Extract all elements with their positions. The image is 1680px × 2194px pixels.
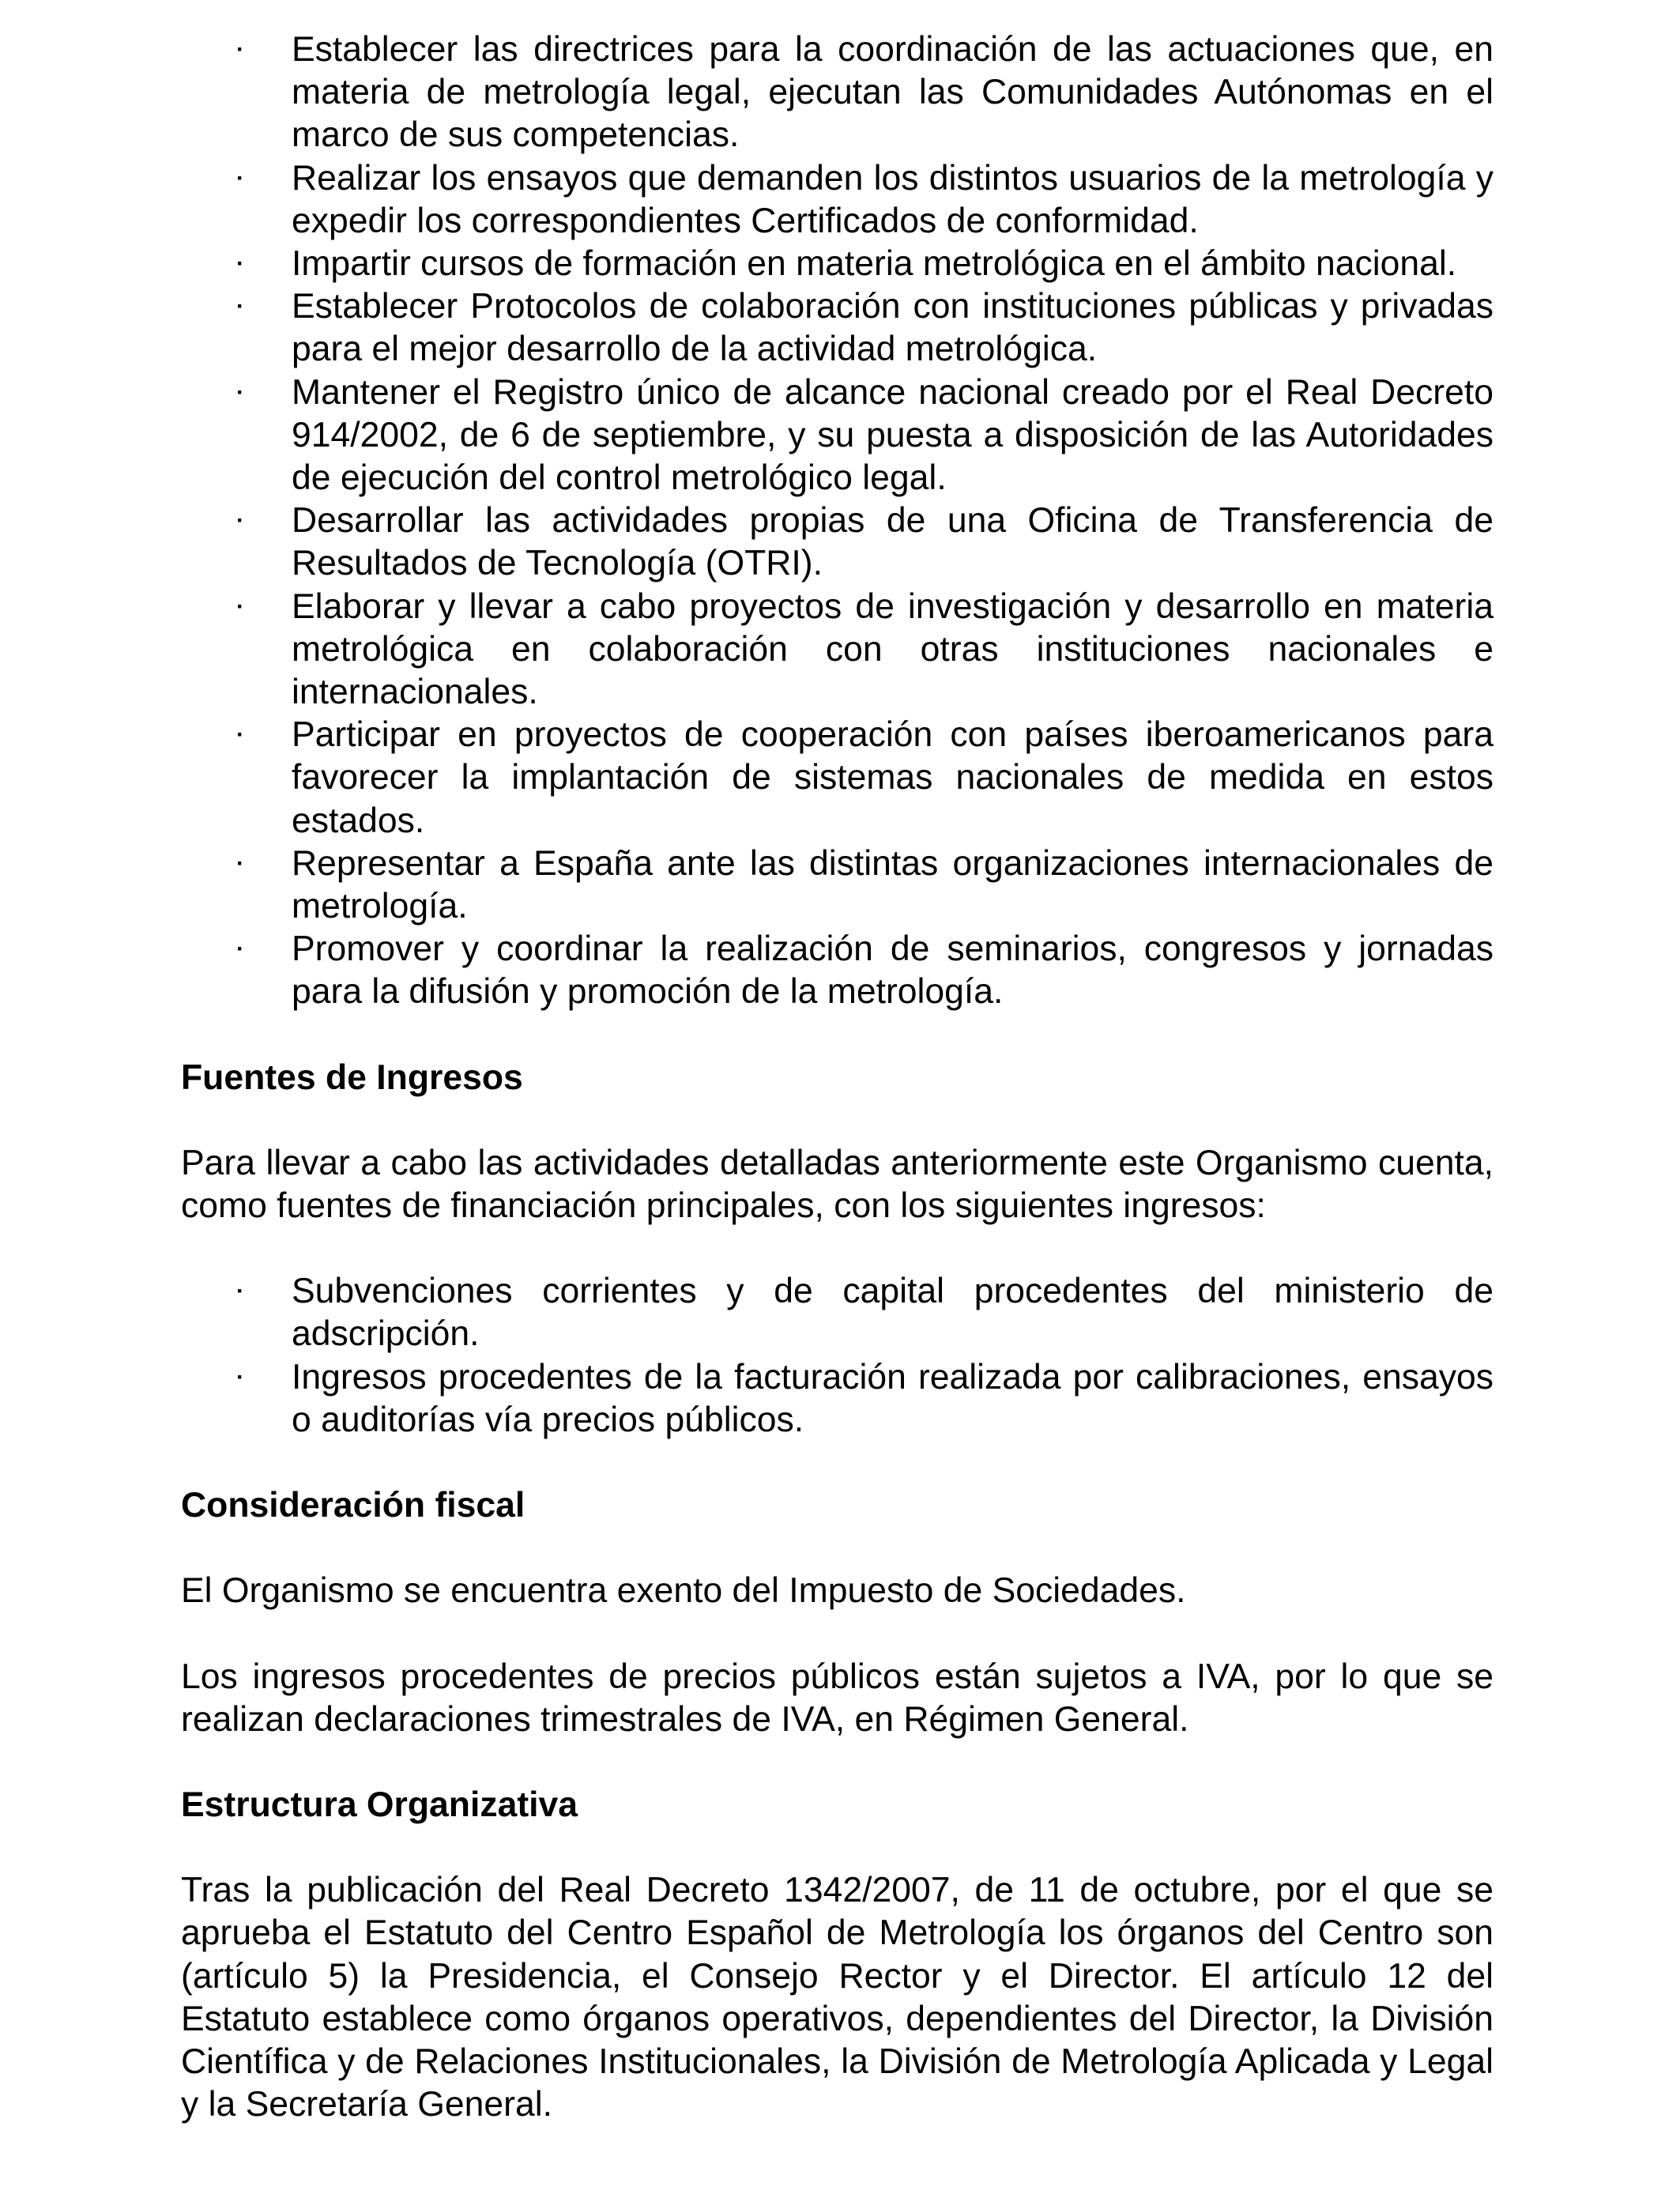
list-item: [181, 1270, 1494, 1355]
list-item: [181, 843, 1494, 928]
bullet-icon: ·: [236, 850, 244, 876]
list-item-text: Realizar los ensayos que demanden los distintos usuarios de la metrología y expedir los correspondientes Certificados de conformidad.: [292, 158, 1494, 240]
fiscal-paragraph: El Organismo se encuentra exento del Impuesto de Sociedades.: [181, 1571, 1186, 1611]
list-item: [181, 157, 1494, 243]
list-item: [181, 28, 1494, 157]
income-list: [181, 1270, 1494, 1442]
list-item: [181, 586, 1494, 714]
section-heading-fiscal: Consideración fiscal: [181, 1486, 525, 1525]
list-item-text: Participar en proyectos de cooperación con países iberoamericanos para favorecer la implantación de sistemas nacionales de medida en estos estados.: [292, 715, 1494, 840]
list-item-text: Mantener el Registro único de alcance nacional creado por el Real Decreto 914/2002, de 6 de septiembre, y su puesta a disposición de las Autoridades de ejecución del control metrológico legal.: [292, 372, 1494, 498]
list-item: [181, 1356, 1494, 1442]
list-item-text: Representar a España ante las distintas organizaciones internacionales de metrología.: [292, 843, 1494, 926]
bullet-icon: ·: [236, 936, 244, 963]
bullet-icon: ·: [236, 251, 244, 277]
list-item-text: Subvenciones corrientes y de capital procedentes del ministerio de adscripción.: [292, 1272, 1494, 1354]
bullet-icon: ·: [236, 507, 244, 534]
bullet-icon: ·: [236, 164, 244, 191]
fiscal-paragraph: Los ingresos procedentes de precios públicos están sujetos a IVA, por lo que se realizan declaraciones trimestrales de IVA, en Régimen General.: [181, 1657, 1494, 1739]
list-item: [181, 714, 1494, 843]
bullet-icon: ·: [236, 293, 244, 320]
list-item-text: Establecer las directrices para la coordinación de las actuaciones que, en materia de metrología legal, ejecutan las Comunidades Autónomas en el marco de sus competencias.: [292, 30, 1494, 155]
list-item-text: Elaborar y llevar a cabo proyectos de investigación y desarrollo en materia metrológica en colaboración con otras instituciones nacionales e internacionales.: [292, 586, 1494, 712]
list-item: [181, 928, 1494, 1013]
income-intro-paragraph: Para llevar a cabo las actividades detalladas anteriormente este Organismo cuenta, como fuentes de financiación principales, con los siguientes ingresos:: [181, 1143, 1494, 1226]
list-item: [181, 371, 1494, 500]
bullet-icon: ·: [236, 593, 244, 620]
list-item-text: Establecer Protocolos de colaboración con instituciones públicas y privadas para el mejor desarrollo de la actividad metrológica.: [292, 287, 1494, 369]
activities-list: [181, 28, 1494, 1014]
list-item-text: Promover y coordinar la realización de seminarios, congresos y jornadas para la difusión y promoción de la metrología.: [292, 929, 1494, 1012]
document-page: [181, 0, 1494, 2126]
bullet-icon: ·: [236, 722, 244, 748]
list-item-text: Desarrollar las actividades propias de una Oficina de Transferencia de Resultados de Tecnología (OTRI).: [292, 501, 1494, 583]
list-item: [181, 285, 1494, 371]
list-item: [181, 243, 1494, 285]
section-heading-structure: Estructura Organizativa: [181, 1785, 578, 1824]
bullet-icon: ·: [236, 1363, 244, 1390]
list-item: [181, 499, 1494, 585]
bullet-icon: ·: [236, 379, 244, 405]
list-item-text: Impartir cursos de formación en materia metrológica en el ámbito nacional.: [292, 244, 1457, 284]
section-heading-income: Fuentes de Ingresos: [181, 1057, 523, 1097]
list-item-text: Ingresos procedentes de la facturación realizada por calibraciones, ensayos o auditorías vía precios públicos.: [292, 1357, 1494, 1439]
bullet-icon: ·: [236, 1278, 244, 1305]
bullet-icon: ·: [236, 36, 244, 62]
structure-paragraph: Tras la publicación del Real Decreto 1342/2007, de 11 de octubre, por el que se aprueba el Estatuto del Centro Español de Metrología los órganos del Centro son (artículo 5) la Presidencia, el Consejo Rector y el Director. El artículo 12 del Estatuto establece como órganos operativos, dependientes del Director, la División Científica y de Relaciones Institucionales, la División de Metrología Aplicada y Legal y la Secretaría General.: [181, 1871, 1494, 2124]
